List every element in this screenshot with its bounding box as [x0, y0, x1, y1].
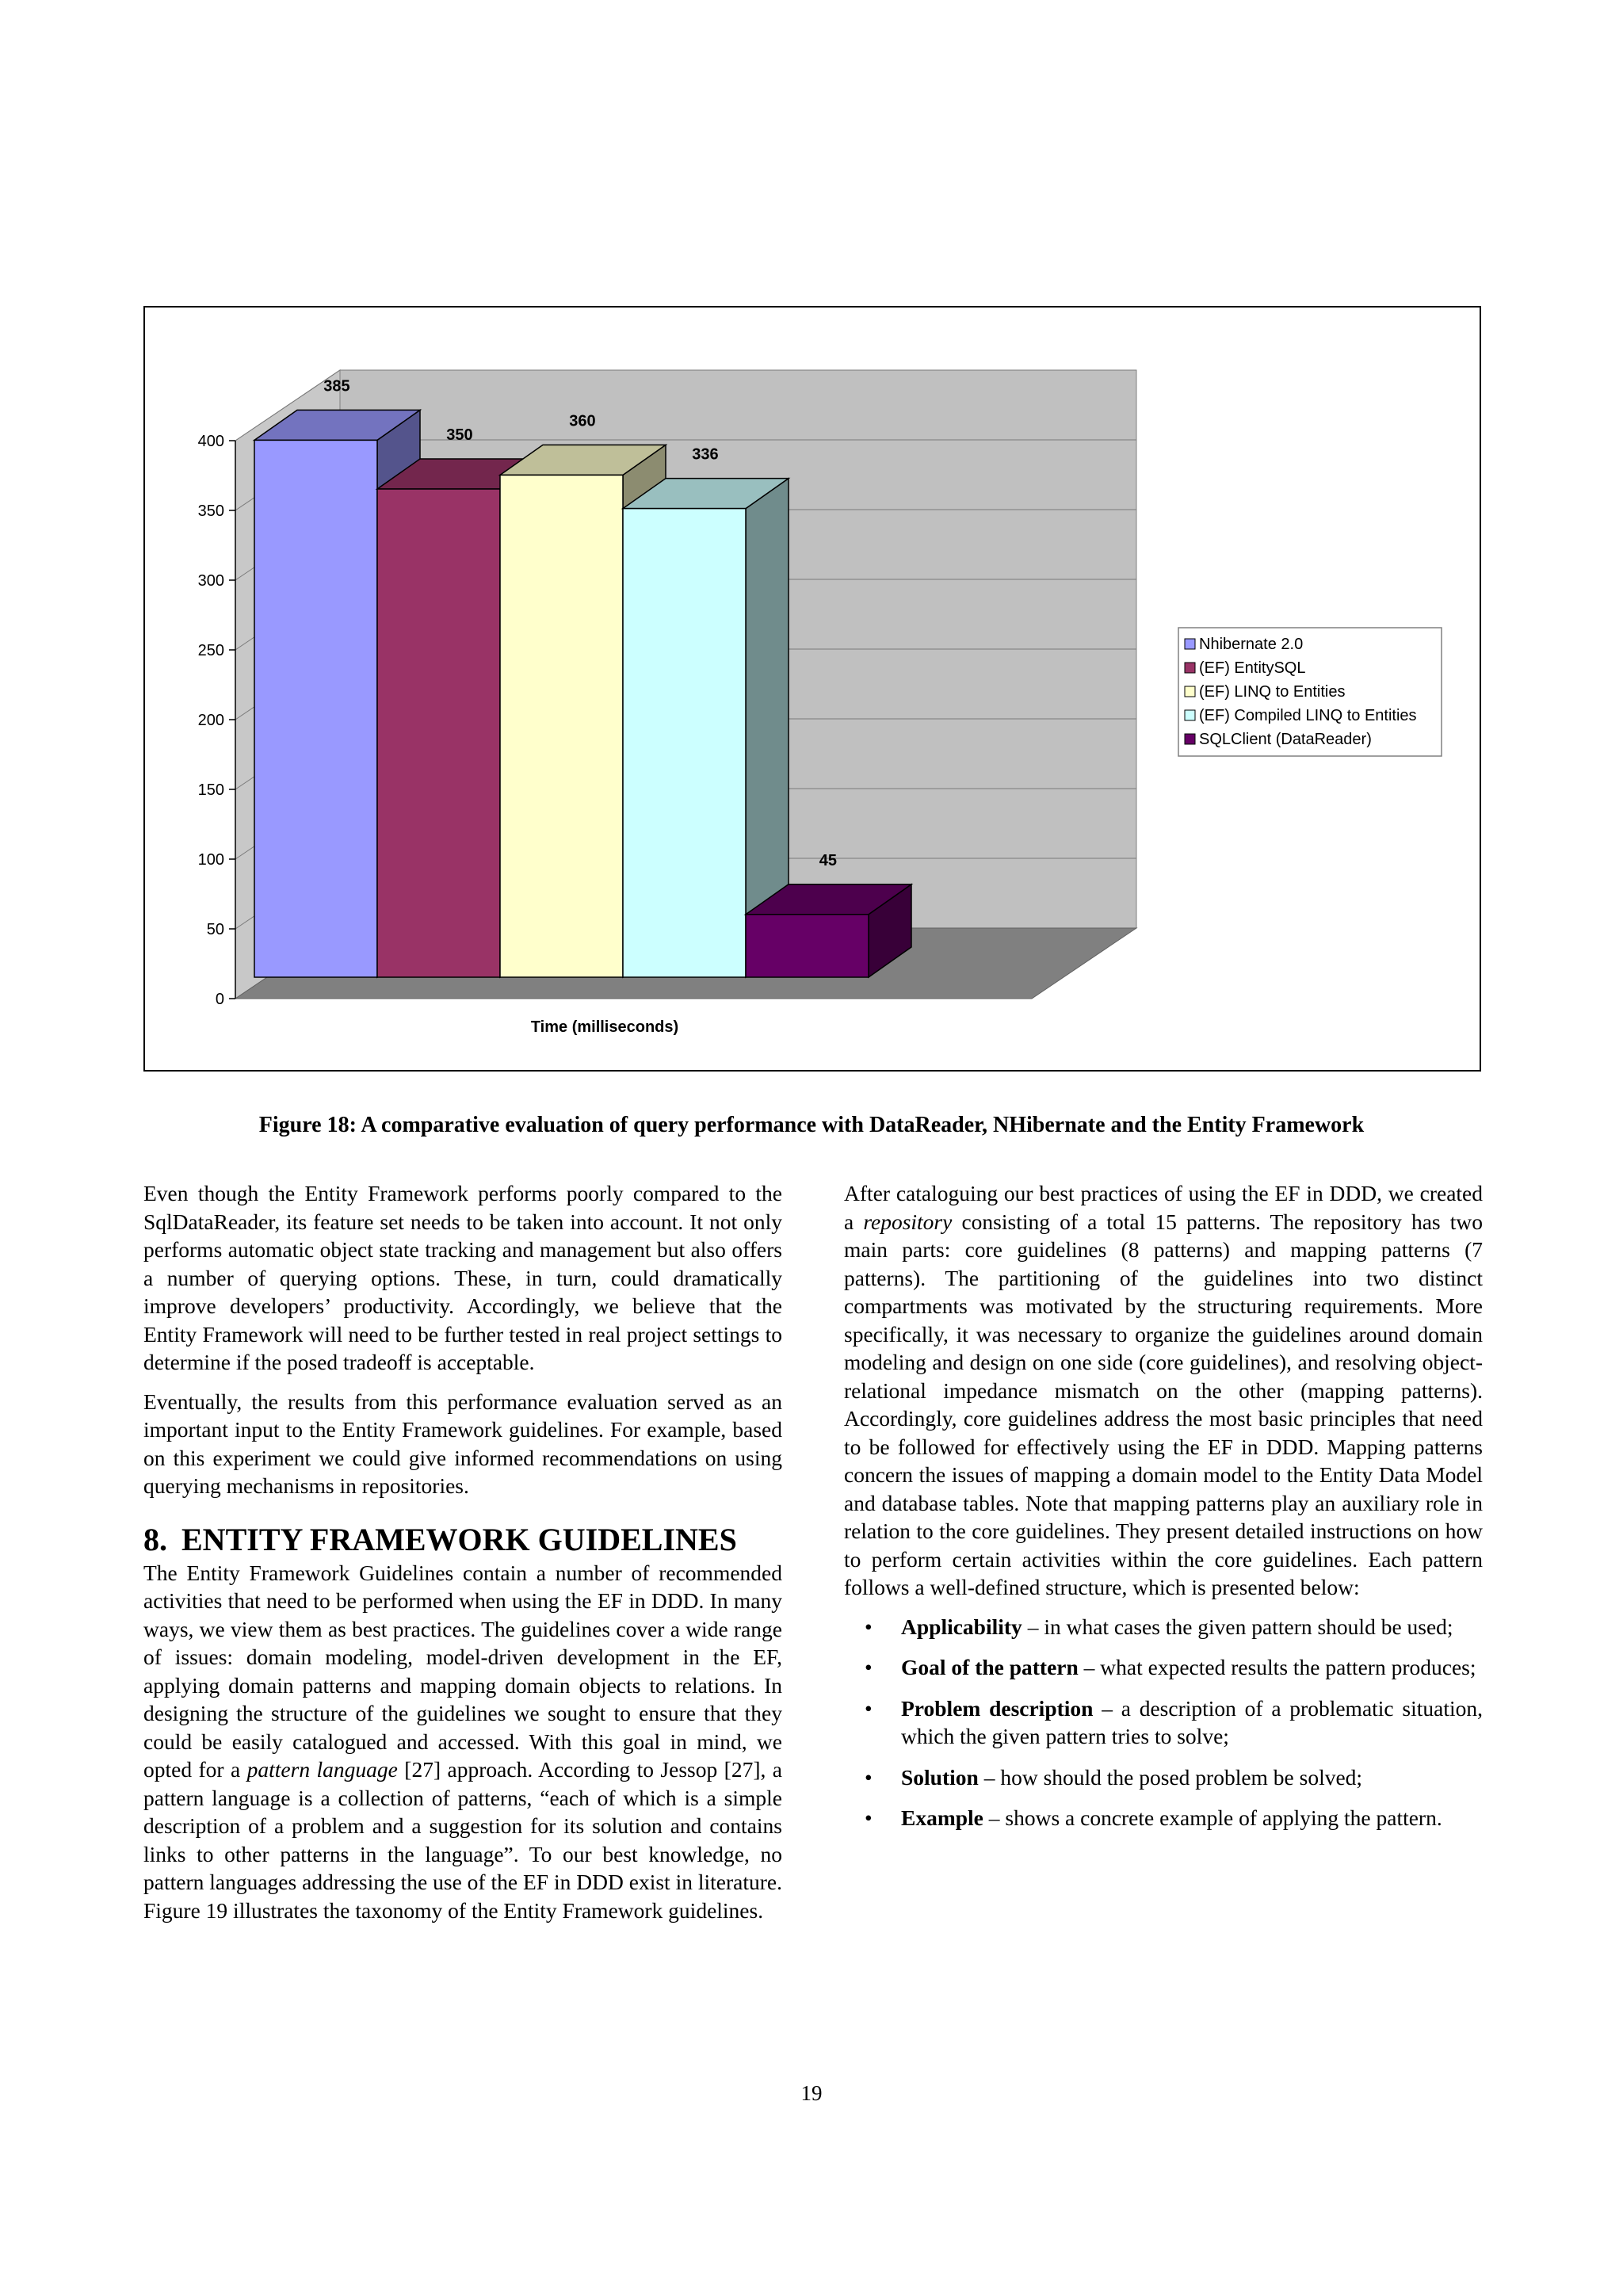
list-term: Example: [901, 1805, 983, 1830]
legend-swatch: [1185, 663, 1195, 673]
paragraph: Eventually, the results from this performance evaluation served as an important input to the Entity Framework guidelines. For example, based on this experiment we could give informed recommendations on using querying mechanisms in repositories.: [143, 1389, 782, 1498]
y-tick-label: 150: [197, 781, 224, 799]
bullet-icon: •: [865, 1614, 873, 1639]
paragraph: Even though the Entity Framework performs poorly compared to the SqlDataReader, its feature set needs to be taken into account. It not only performs automatic object state tracking and management but also offers a number of querying options. These, in turn, could dramatically improve developers’ productivity. Accordingly, we believe that the Entity Framework will need to be further tested in real project settings to determine if the posed tradeoff is acceptable.: [143, 1181, 782, 1374]
data-label: 336: [692, 445, 719, 464]
list-term: Solution: [901, 1764, 979, 1790]
text-run: After cataloguing our best practices of using the EF in DDD, we created a: [844, 1181, 1483, 1234]
text-run: consisting of a total 15 patterns. The repository has two main parts: core guidelines (8 patterns) and mapping patterns (7 patterns). The partitioning of the guidelines into two distinct compartments was motivated by the structuring requirements. More specifically, it was necessary to organize the guidelines around domain modeling and design on one side (core guidelines), and resolving object-relational impedance mismatch on the other (mapping patterns). Accordingly, core guidelines address the most basic principles that need to be followed for effectively using the EF in DDD. Mapping patterns concern the issues of mapping a domain model to the Entity Data Model and database tables. Note that mapping patterns play an auxiliary role in relation to the core guidelines. They present detailed instructions on how to perform certain activities within the core guidelines. Each pattern follows a well-defined structure, which is presented below:: [844, 1209, 1483, 1599]
list-text: – shows a concrete example of applying the pattern.: [983, 1805, 1442, 1830]
list-item: [844, 1763, 1483, 1792]
bullet-icon: •: [865, 1764, 873, 1790]
y-tick-label: 250: [197, 642, 224, 659]
bullet-icon: •: [865, 1695, 873, 1721]
list-term: Problem description: [901, 1695, 1094, 1721]
list-term: Applicability: [901, 1614, 1022, 1639]
legend-swatch: [1185, 710, 1195, 720]
bullet-icon: •: [865, 1805, 873, 1830]
text-run: The Entity Framework Guidelines contain a number of recommended activities that need to be performed when using the EF in DDD. In many ways, we view them as best practices. The guidelines cover a wide range of issues: domain modeling, model-driven development in the EF, applying domain patterns and mapping domain objects to relations. In designing the structure of the guidelines we sought to ensure that they could be easily catalogued and accessed. With this goal in mind, we opted for a: [143, 1560, 782, 1782]
y-tick-label: 0: [215, 991, 224, 1008]
list-text: – in what cases the given pattern should be used;: [1022, 1614, 1453, 1639]
bar: [377, 489, 500, 977]
legend-label: SQLClient (DataReader): [1199, 731, 1372, 748]
list-text: – how should the posed problem be solved;: [978, 1764, 1363, 1790]
bar: [623, 509, 746, 977]
list-term: Goal of the pattern: [901, 1655, 1079, 1679]
list-text: – a description of a problematic situation, which the given pattern tries to solve;: [901, 1695, 1483, 1748]
chart-container: [143, 306, 1481, 1072]
bar: [500, 475, 623, 977]
legend-label: (EF) LINQ to Entities: [1199, 683, 1346, 701]
bar: [254, 440, 377, 977]
legend-label: Nhibernate 2.0: [1199, 636, 1304, 653]
data-label: 360: [569, 412, 596, 430]
emphasis-text: repository: [863, 1209, 953, 1234]
data-label: 350: [446, 426, 473, 444]
y-tick-label: 300: [197, 572, 224, 590]
bar-chart: [145, 308, 1480, 1070]
list-text: – what expected results the pattern produces;: [1078, 1655, 1476, 1679]
list-item: [844, 1804, 1483, 1832]
list-item: [844, 1694, 1483, 1751]
figure-caption: Figure 18: A comparative evaluation of query performance with DataReader, NHibernate and the Entity Framework: [258, 1113, 1365, 1137]
y-tick-label: 400: [197, 433, 224, 450]
legend-swatch: [1185, 639, 1195, 649]
paragraph: [844, 1179, 1483, 1602]
text-run: [27] approach. According to Jessop [27], a pattern language is a collection of patterns, “each of which is a simple description of a problem and a suggestion for its solution and contains links to other patterns in the language”. To our best knowledge, no pattern languages addressing the use of the EF in DDD exist in literature. Figure 19 illustrates the taxonomy of the Entity Framework guidelines.: [143, 1757, 782, 1923]
section-heading: [143, 1522, 782, 1557]
legend-swatch: [1185, 734, 1195, 744]
y-tick-label: 100: [197, 851, 224, 869]
bar: [746, 915, 869, 977]
left-column: [143, 1179, 782, 1935]
x-axis-label: Time (milliseconds): [530, 1018, 679, 1036]
right-column: [844, 1179, 1483, 1845]
y-tick-label: 200: [197, 712, 224, 729]
bullet-icon: •: [865, 1655, 873, 1679]
bullet-list: [844, 1613, 1483, 1832]
page-number: 19: [800, 2081, 823, 2105]
section-number: 8.: [143, 1521, 167, 1557]
data-label: 45: [819, 851, 838, 869]
emphasis-text: pattern language: [246, 1757, 398, 1782]
list-item: [844, 1653, 1483, 1682]
paragraph: [143, 1559, 782, 1925]
legend-label: (EF) Compiled LINQ to Entities: [1199, 707, 1417, 724]
y-tick-label: 50: [206, 921, 224, 938]
section-title: ENTITY FRAMEWORK GUIDELINES: [181, 1521, 737, 1557]
data-label: 385: [323, 377, 350, 395]
y-tick-label: 350: [197, 502, 224, 520]
legend-swatch: [1185, 686, 1195, 697]
list-item: [844, 1613, 1483, 1641]
legend-label: (EF) EntitySQL: [1199, 659, 1306, 677]
